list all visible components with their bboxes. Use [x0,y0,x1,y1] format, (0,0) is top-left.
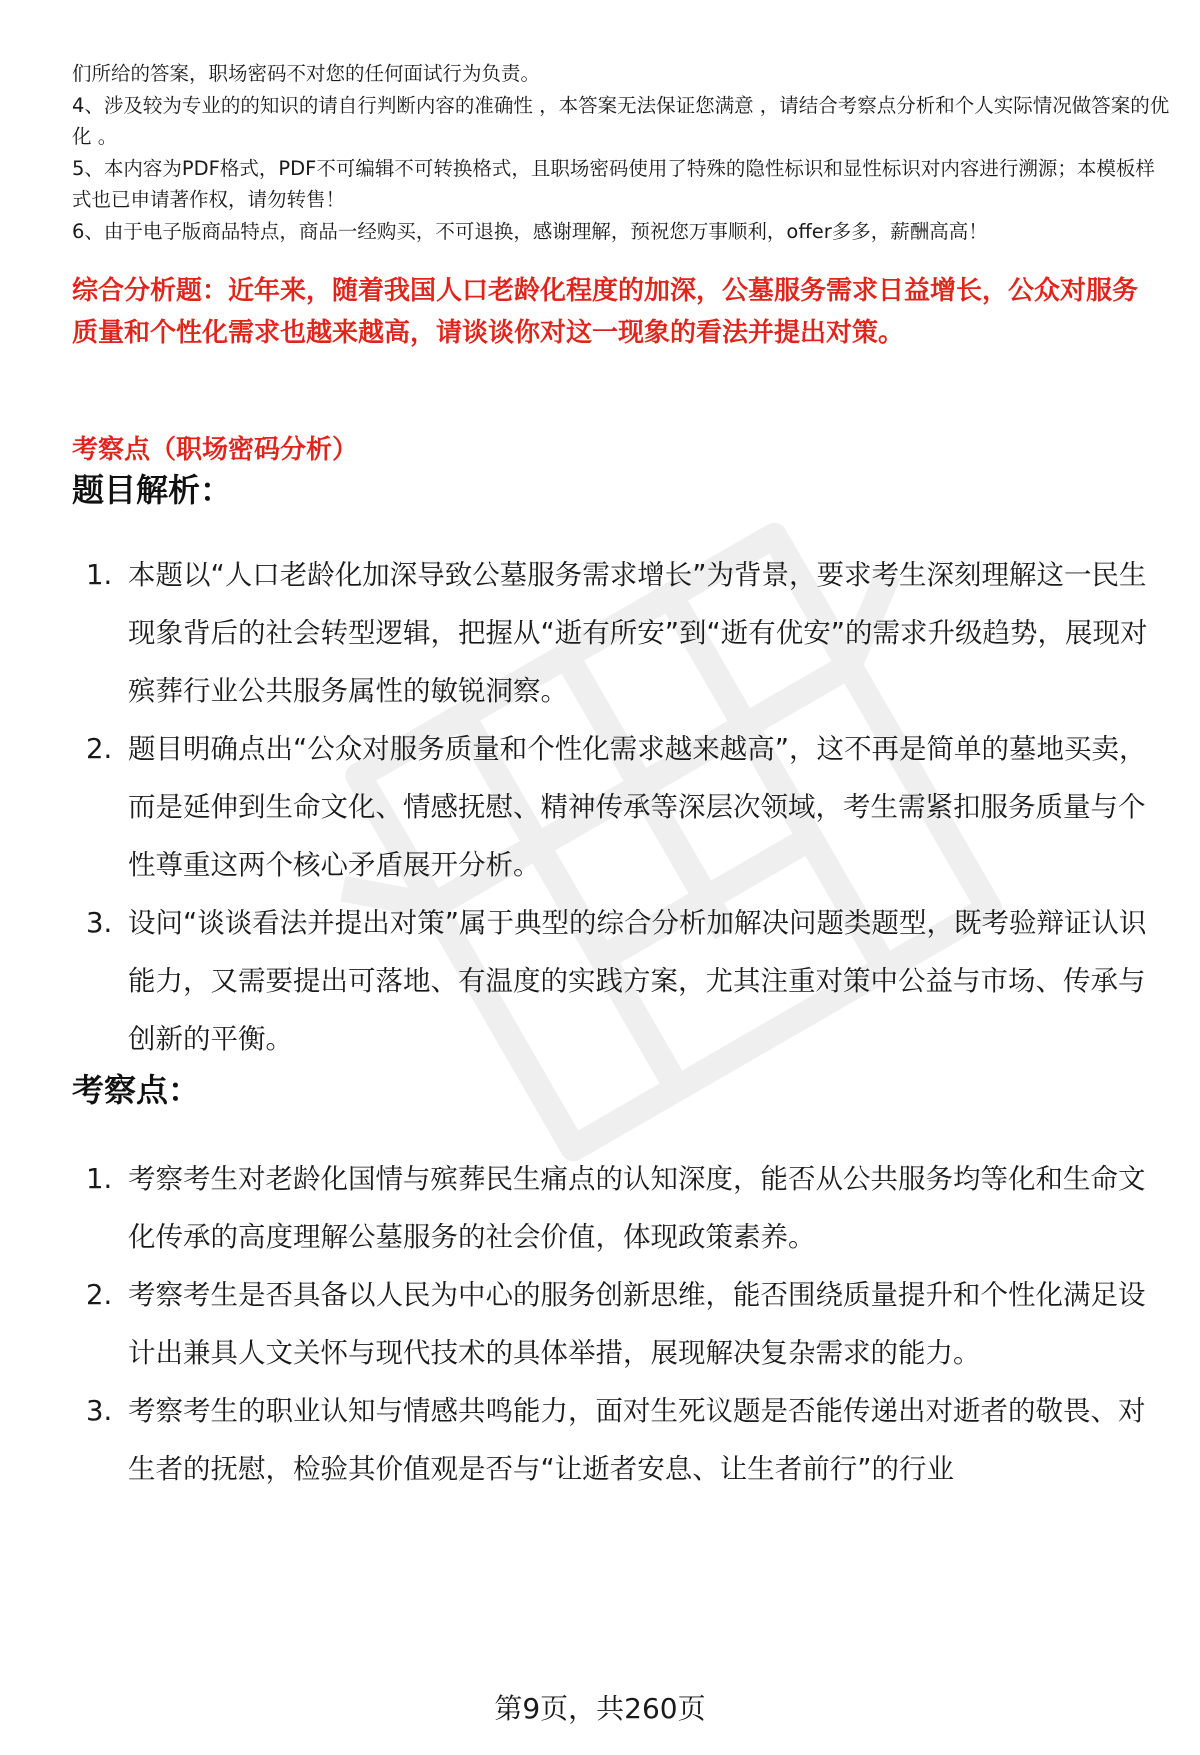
note-line: 5、本内容为PDF格式，PDF不可编辑不可转换格式，且职场密码使用了特殊的隐性标识和显性标识对内容进行溯源；本模板样式也已申请著作权，请勿转售！ [72,156,1155,211]
list-item [72,1266,1152,1382]
exam-points-list [72,1150,1152,1498]
list-number: 2. [86,1279,113,1311]
note-line: 们所给的答案，职场密码不对您的任何面试行为负责。 [72,62,541,85]
list-item [72,546,1152,720]
question-text: 综合分析题：近年来，随着我国人口老龄化程度的加深，公墓服务需求日益增长，公众对服务质量和个性化需求也越来越高，请谈谈你对这一现象的看法并提出对策。 [72,276,1139,348]
list-text: 设问“谈谈看法并提出对策”属于典型的综合分析加解决问题类题型，既考验辩证认识能力，又需要提出可落地、有温度的实践方案，尤其注重对策中公益与市场、传承与创新的平衡。 [128,907,1147,1055]
analysis-list [72,546,1152,1068]
list-number: 2. [86,733,113,765]
note-line: 6、由于电子版商品特点，商品一经购买，不可退换，感谢理解，预祝您万事顺利，offer多多，薪酬高高！ [72,219,988,243]
list-text: 本题以“人口老龄化加深导致公墓服务需求增长”为背景，要求考生深刻理解这一民生现象背后的社会转型逻辑，把握从“逝有所安”到“逝有优安”的需求升级趋势，展现对殡葬行业公共服务属性的敏锐洞察。 [128,559,1148,707]
list-text: 考察考生对老龄化国情与殡葬民生痛点的认知深度，能否从公共服务均等化和生命文化传承的高度理解公墓服务的社会价值，体现政策素养。 [128,1163,1146,1253]
list-number: 3. [86,907,113,939]
list-number: 1. [86,559,113,591]
page-number: 第9页，共260页 [494,1692,706,1725]
list-number: 1. [86,1163,113,1195]
analysis-heading: 题目解析： [72,471,233,509]
list-item [72,1382,1152,1498]
list-text: 考察考生是否具备以人民为中心的服务创新思维，能否围绕质量提升和个性化满足设计出兼具人文关怀与现代技术的具体举措，展现解决复杂需求的能力。 [128,1279,1146,1369]
list-item [72,1150,1152,1266]
disclaimer-notes [72,58,1172,247]
note-line: 4、涉及较为专业的的知识的请自行判断内容的准确性 ，本答案无法保证您满意 ，请结合考察点分析和个人实际情况做答案的优化 。 [72,93,1170,148]
list-item [72,894,1152,1068]
list-text: 题目明确点出“公众对服务质量和个性化需求越来越高”，这不再是简单的墓地买卖，而是延伸到生命文化、情感抚慰、精神传承等深层次领域，考生需紧扣服务质量与个性尊重这两个核心矛盾展开分析。 [128,733,1147,881]
list-number: 3. [86,1395,113,1427]
list-item [72,720,1152,894]
list-text: 考察考生的职业认知与情感共鸣能力，面对生死议题是否能传递出对逝者的敬畏、对生者的抚慰，检验其价值观是否与“让逝者安息、让生者前行”的行业 [128,1395,1146,1485]
exam-point-subheading: 考察点（职场密码分析） [72,435,359,465]
exam-points-heading: 考察点： [72,1071,201,1109]
